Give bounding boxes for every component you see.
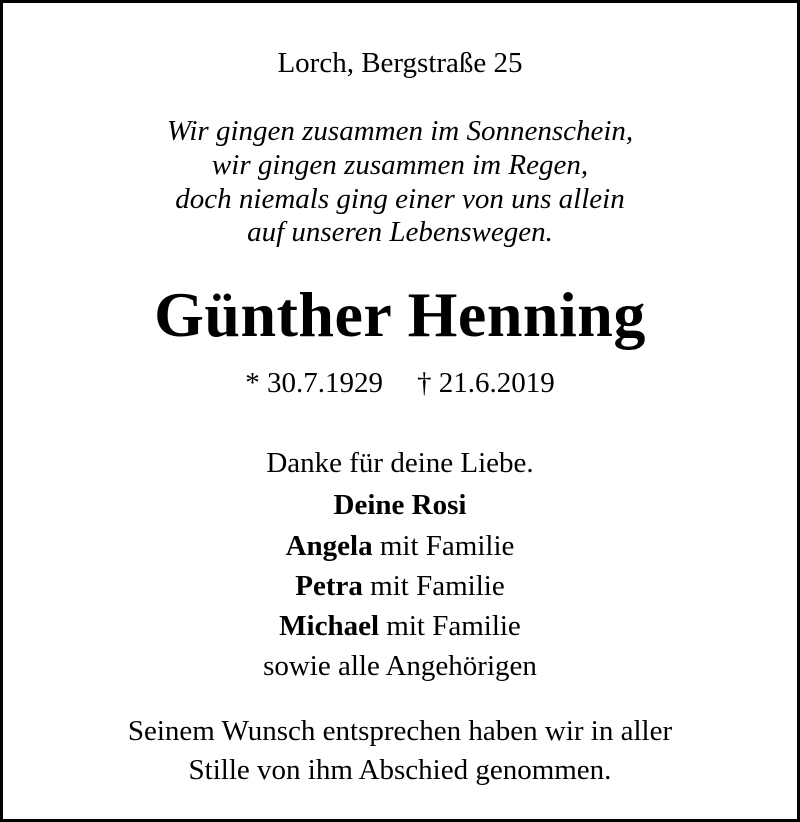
mourner-line [3,612,797,641]
mourner-line [3,572,797,601]
birth-date: 30.7.1929 [267,367,383,399]
verse-line: doch niemals ging einer von uns allein [175,183,625,215]
verse-line: Wir gingen zusammen im Sonnenschein, [166,115,634,147]
mourner-line [3,532,797,561]
mourner-name: Angela [285,530,373,562]
birth-symbol: * [245,367,260,399]
relatives-line: sowie alle Angehörigen [263,650,537,682]
verse-line: auf unseren Lebenswegen. [247,216,553,248]
closing-line: Seinem Wunsch entsprechen haben wir in aller [127,715,673,747]
mourner-name: Deine Rosi [333,489,467,521]
mourner-suffix: mit Familie [386,610,521,642]
life-dates [3,369,797,398]
closing-line: Stille von ihm Abschied genommen. [188,754,612,786]
mourner-name: Petra [295,570,363,602]
deceased-name: Günther Henning [154,279,646,350]
mourner-line [3,491,797,520]
death-date: 21.6.2019 [438,367,555,399]
death-symbol: † [417,367,432,399]
mourner-suffix: mit Familie [370,570,505,602]
address: Lorch, Bergstraße 25 [277,47,523,79]
verse-line: wir gingen zusammen im Regen, [211,149,589,181]
mourner-suffix: mit Familie [379,530,515,562]
mourner-name: Michael [279,610,380,642]
thanks-line: Danke für deine Liebe. [266,447,534,479]
